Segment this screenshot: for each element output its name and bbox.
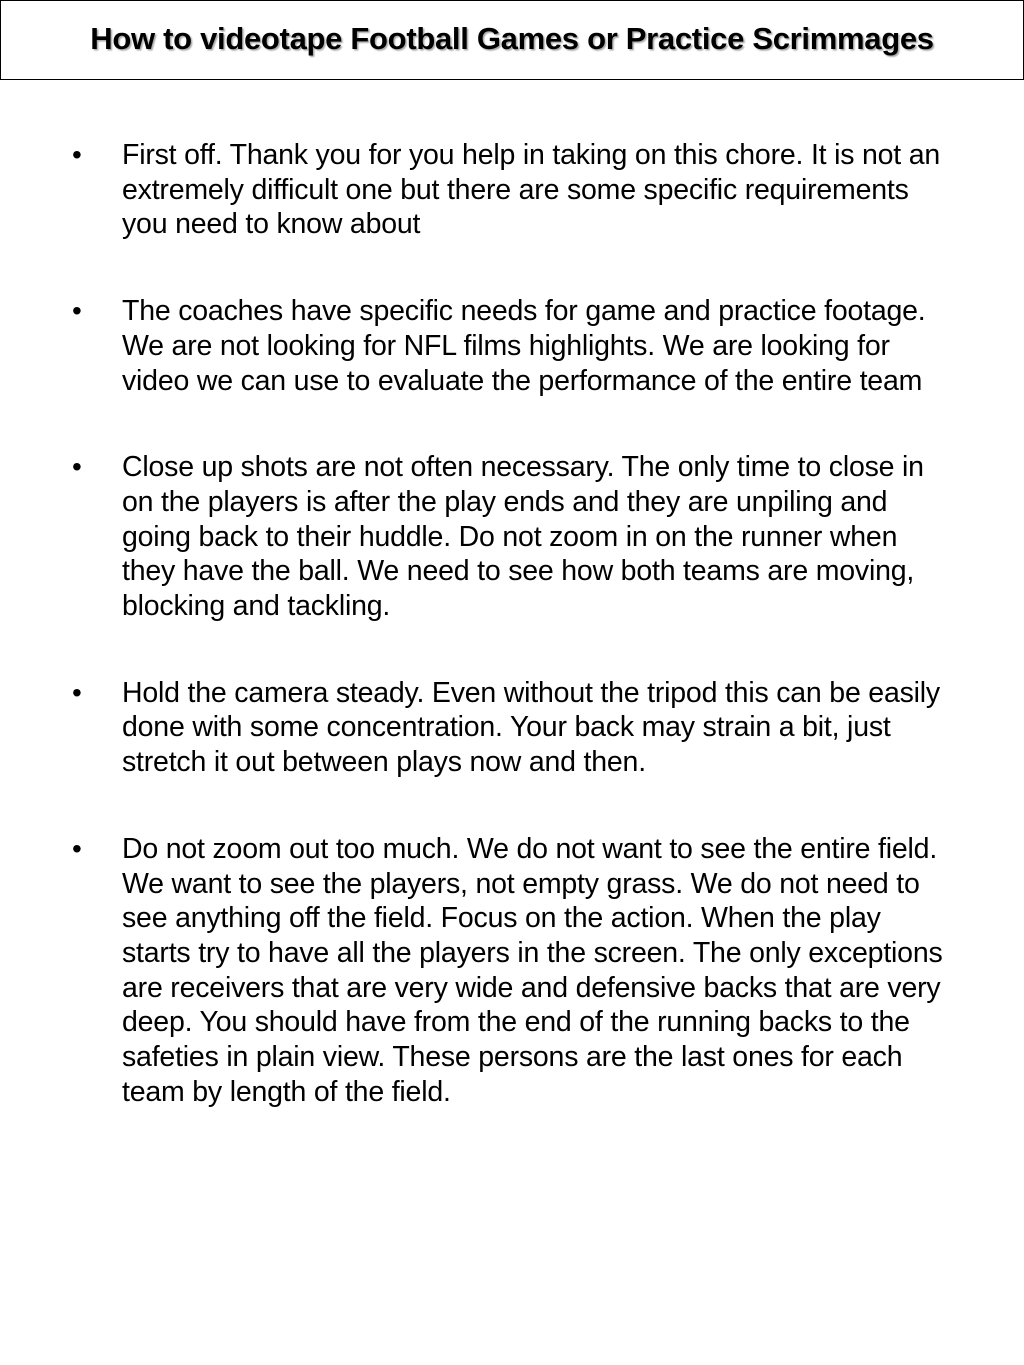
list-item [0,294,1024,398]
list-item [0,138,1024,242]
bullet-text: First off. Thank you for you help in taking on this chore. It is not an extremely difficult one but there are some specific requirements you need to know about [122,139,941,241]
bullet-icon: • [72,451,82,483]
bullet-icon: • [72,139,82,170]
bullet-icon: • [72,295,82,327]
bullet-text: Close up shots are not often necessary. The only time to close in on the players is after the play ends and they are unpiling and going back to their huddle. Do not zoom in on the runner when they have the ball. We need to see how both teams are moving, blocking and tackling. [122,451,924,623]
bullet-text: Do not zoom out too much. We do not want to see the entire field. We want to see the players, not empty grass. We do not need to see anything off the field. Focus on the action. When the play starts try to have all the players in the screen. The only exceptions are receivers that are very wide and defensive backs that are very deep. You should have from the end of the running backs to the safeties in plain view. These persons are the last ones for each team by length of the field. [122,832,943,1108]
page-title: How to videotape Football Games or Practice Scrimmages [90,21,934,56]
bullet-icon: • [72,832,82,864]
bullet-list [0,138,1024,1109]
bullet-text: Hold the camera steady. Even without the tripod this can be easily done with some concentration. Your back may strain a bit, just stretch it out between plays now and then. [122,676,940,779]
title-box [0,0,1024,80]
bullet-icon: • [72,676,82,708]
list-item [0,832,1024,1110]
list-item [0,450,1024,624]
list-item [0,676,1024,780]
bullet-text: The coaches have specific needs for game and practice footage. We are not looking for NFL films highlights. We are looking for video we can use to evaluate the performance of the entire team [122,295,926,397]
